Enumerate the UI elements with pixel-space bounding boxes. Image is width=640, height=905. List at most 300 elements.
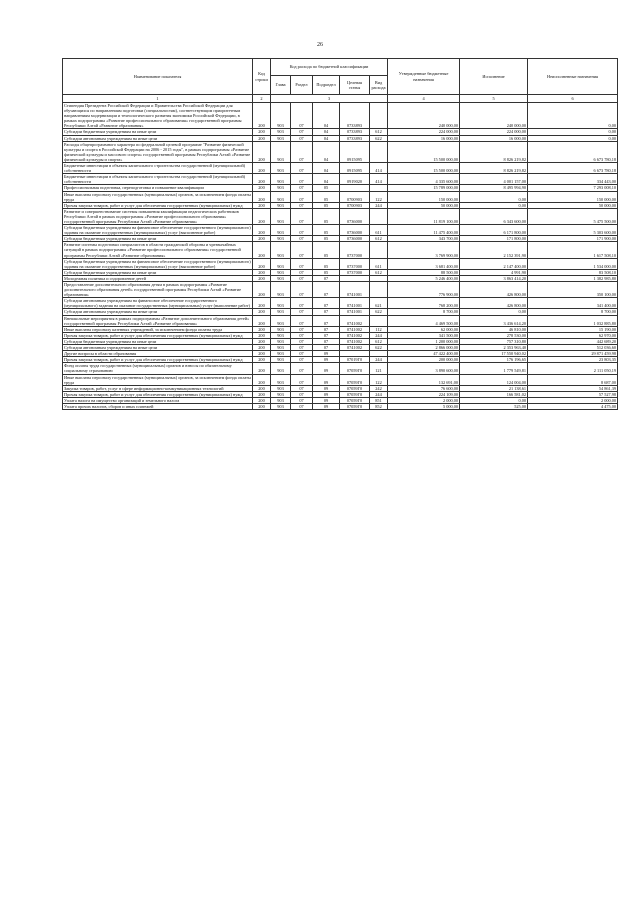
- cell-executed: 525,00: [460, 403, 528, 409]
- cell-glava: 903: [271, 242, 291, 258]
- cell-approved: 15 789 000,00: [388, 185, 460, 191]
- cell-target: 0737000: [340, 269, 370, 275]
- cell-glava: 903: [271, 391, 291, 397]
- cell-vid: 852: [370, 403, 388, 409]
- cell-razdel: 07: [291, 103, 313, 129]
- cell-glava: 903: [271, 345, 291, 351]
- cell-target: 0741001: [340, 282, 370, 298]
- cell-target: 0736000: [340, 236, 370, 242]
- cell-vid: [370, 315, 388, 326]
- cell-vid: 122: [370, 191, 388, 202]
- cell-target: 0741002: [340, 345, 370, 351]
- cell-razdel: 07: [291, 397, 313, 403]
- cell-executed: 6 343 600,00: [460, 208, 528, 224]
- cell-glava: 903: [271, 275, 291, 281]
- cell-approved: 3 890 600,00: [388, 363, 460, 374]
- cell-executed: 0,00: [460, 202, 528, 208]
- cell-name: Субсидии бюджетным учреждениям на иные цели: [63, 236, 253, 242]
- cell-podrazdel: 07: [313, 345, 340, 351]
- cell-podrazdel: 05: [313, 242, 340, 258]
- cell-glava: 903: [271, 338, 291, 344]
- cell-unexecuted: 57 527,98: [528, 391, 618, 397]
- cell-approved: 768 200,00: [388, 298, 460, 309]
- cell-podrazdel: 04: [313, 103, 340, 129]
- cell-name: Профессиональная подготовка, переподготовка и повышение квалификации: [63, 185, 253, 191]
- cell-approved: 15 500 000,00: [388, 163, 460, 174]
- cell-unexecuted: 62 970,00: [528, 332, 618, 338]
- cell-razdel: 07: [291, 242, 313, 258]
- cell-vid: [370, 141, 388, 162]
- cell-vid: 414: [370, 163, 388, 174]
- cell-code: 200: [253, 185, 271, 191]
- cell-code: 200: [253, 391, 271, 397]
- cell-code: 200: [253, 298, 271, 309]
- cell-glava: 903: [271, 225, 291, 236]
- cell-approved: 5 246 400,00: [388, 275, 460, 281]
- cell-code: 200: [253, 191, 271, 202]
- cell-name: Субсидии автономным учреждениям на иные цели: [63, 309, 253, 315]
- cell-target: 0741002: [340, 338, 370, 344]
- cell-code: 200: [253, 242, 271, 258]
- cell-name: Субсидии автономным учреждениям на финансовое обеспечение государственного (муниципального) задания на оказание государственных (муниципальных) услуг (выполнение работ): [63, 298, 253, 309]
- header-unexecuted: Неисполненные назначения: [528, 59, 618, 95]
- cell-vid: 244: [370, 202, 388, 208]
- cell-code: 200: [253, 403, 271, 409]
- cell-vid: [370, 242, 388, 258]
- cell-target: 07059Г0: [340, 397, 370, 403]
- cell-razdel: 07: [291, 332, 313, 338]
- table-row: [63, 163, 618, 174]
- header-approved: Утвержденные бюджетные назначения: [388, 59, 460, 95]
- cell-unexecuted: 7 293 008,10: [528, 185, 618, 191]
- cell-vid: 851: [370, 397, 388, 403]
- table-row: [63, 141, 618, 162]
- cell-unexecuted: 29 871 459,98: [528, 351, 618, 357]
- cell-unexecuted: 54 861,39: [528, 385, 618, 391]
- cell-name: Субсидии автономным учреждениям на иные цели: [63, 345, 253, 351]
- cell-name: Развитие и совершенствование системы повышения квалификации педагогических работников Республики Алтай в рамках подпрограммы «Развитие профессионального образования» государственной программы Республики Алтай «Развитие образования»: [63, 208, 253, 224]
- cell-vid: 611: [370, 258, 388, 269]
- cell-approved: 88 500,00: [388, 269, 460, 275]
- cell-target: 0915095: [340, 163, 370, 174]
- cell-target: 0737000: [340, 242, 370, 258]
- cell-executed: 4 991,90: [460, 269, 528, 275]
- cell-code: 200: [253, 202, 271, 208]
- cell-code: 200: [253, 103, 271, 129]
- cell-podrazdel: 07: [313, 275, 340, 281]
- cell-target: 0741001: [340, 309, 370, 315]
- cell-vid: [370, 208, 388, 224]
- cell-name: Субсидии бюджетным учреждениям на иные цели: [63, 338, 253, 344]
- cell-target: 0737000: [340, 258, 370, 269]
- cell-executed: 46 810,00: [460, 326, 528, 332]
- cell-podrazdel: 09: [313, 357, 340, 363]
- cell-approved: 4 469 500,00: [388, 315, 460, 326]
- table-row: [63, 258, 618, 269]
- cell-glava: 903: [271, 269, 291, 275]
- cell-razdel: 07: [291, 135, 313, 141]
- cell-executed: 426 800,00: [460, 282, 528, 298]
- cell-executed: 240 000,00: [460, 103, 528, 129]
- cell-executed: 8 826 219,82: [460, 163, 528, 174]
- cell-code: 200: [253, 208, 271, 224]
- header-glava: Глава: [271, 76, 291, 95]
- cell-podrazdel: 05: [313, 208, 340, 224]
- cell-unexecuted: 1 382 985,80: [528, 275, 618, 281]
- cell-razdel: 07: [291, 191, 313, 202]
- cell-name: Внешкольные мероприятия в рамках подпрограммы «Развитие дополнительного образования детей» государственной программы Республики Алтай «Развитие образования»: [63, 315, 253, 326]
- cell-code: 200: [253, 129, 271, 135]
- cell-unexecuted: 23 803,35: [528, 357, 618, 363]
- cell-razdel: 07: [291, 129, 313, 135]
- cell-vid: 621: [370, 298, 388, 309]
- cell-podrazdel: 05: [313, 258, 340, 269]
- cell-executed: 21 138,61: [460, 385, 528, 391]
- header-code: Код строки: [253, 59, 271, 95]
- cell-code: 200: [253, 135, 271, 141]
- cell-glava: 903: [271, 185, 291, 191]
- cell-unexecuted: 1 534 000,00: [528, 258, 618, 269]
- cell-target: 0741001: [340, 298, 370, 309]
- cell-executed: 2 147 400,00: [460, 258, 528, 269]
- table-row: [63, 403, 618, 409]
- cell-unexecuted: 2 111 050,19: [528, 363, 618, 374]
- cell-podrazdel: 09: [313, 403, 340, 409]
- cell-name: Уплата прочих налогов, сборов и иных платежей: [63, 403, 253, 409]
- cell-executed: 17 550 940,02: [460, 351, 528, 357]
- cell-executed: 2 152 391,90: [460, 242, 528, 258]
- cell-unexecuted: 2 000,00: [528, 397, 618, 403]
- cell-approved: 341 500,00: [388, 332, 460, 338]
- cell-podrazdel: 05: [313, 269, 340, 275]
- cell-glava: 903: [271, 332, 291, 338]
- cell-unexecuted: 4 475,00: [528, 403, 618, 409]
- cell-vid: 244: [370, 332, 388, 338]
- cell-approved: 11 819 100,00: [388, 208, 460, 224]
- cell-target: 0741002: [340, 315, 370, 326]
- cell-podrazdel: 04: [313, 135, 340, 141]
- cell-razdel: 07: [291, 141, 313, 162]
- cell-razdel: 07: [291, 338, 313, 344]
- cell-razdel: 07: [291, 374, 313, 385]
- cell-glava: 903: [271, 135, 291, 141]
- cell-target: 0700903: [340, 202, 370, 208]
- cell-vid: 622: [370, 309, 388, 315]
- table-row: [63, 315, 618, 326]
- cell-podrazdel: 07: [313, 326, 340, 332]
- cell-code: 200: [253, 174, 271, 185]
- cell-razdel: 07: [291, 345, 313, 351]
- cell-unexecuted: 512 036,60: [528, 345, 618, 351]
- cell-name: Субсидии автономным учреждениям на иные цели: [63, 135, 253, 141]
- cell-glava: 903: [271, 163, 291, 174]
- cell-executed: 3 863 414,20: [460, 275, 528, 281]
- cell-executed: 426 800,00: [460, 298, 528, 309]
- cell-name: Субсидии бюджетным учреждениям на финансовое обеспечение государственного (муниципального) задания на оказание государственных (муниципальных) услуг (выполнение работ): [64, 258, 251, 269]
- cell-vid: 121: [370, 363, 388, 374]
- cell-podrazdel: 09: [313, 391, 340, 397]
- cell-code: 200: [253, 363, 271, 374]
- cell-glava: 903: [271, 208, 291, 224]
- cell-executed: 1 779 549,81: [460, 363, 528, 374]
- cell-target: 0736000: [340, 208, 370, 224]
- cell-unexecuted: 0,00: [528, 103, 618, 129]
- cell-unexecuted: 341 400,00: [528, 298, 618, 309]
- cell-podrazdel: 05: [313, 236, 340, 242]
- cell-approved: 200 000,00: [388, 357, 460, 363]
- cell-unexecuted: 6 673 780,18: [528, 163, 618, 174]
- header-executed: Исполнение: [460, 59, 528, 95]
- cell-podrazdel: 04: [313, 174, 340, 185]
- table-row: [63, 298, 618, 309]
- cell-code: 200: [253, 282, 271, 298]
- cell-executed: 176 196,65: [460, 357, 528, 363]
- cell-executed: 224 000,00: [460, 129, 528, 135]
- header-name: Наименование показателя: [63, 59, 253, 95]
- cell-approved: 3 769 900,00: [388, 242, 460, 258]
- table-row: [63, 191, 618, 202]
- cell-glava: 903: [271, 141, 291, 162]
- cell-podrazdel: 09: [313, 374, 340, 385]
- cell-name: Стипендия Президента Российской Федерации и Правительства Российской Федерации для обучающихся по направлениям подготовки (специальностям), соответствующим приоритетным направлениям модернизации и технологического развития экономики Российской Федерации, в рамках подпрограммы «Развитие профессионального образования» государственной программы Республики Алтай «Развитие образования»: [63, 103, 253, 129]
- cell-glava: 903: [271, 202, 291, 208]
- cell-razdel: 07: [291, 351, 313, 357]
- cell-razdel: 07: [291, 163, 313, 174]
- cell-approved: 62 000,00: [388, 326, 460, 332]
- cell-podrazdel: 07: [313, 332, 340, 338]
- cell-name: Развитие системы подготовки специалистов в области гражданской обороны и чрезвычайных ситуаций в рамках подпрограммы «Развитие профессионального образования» государственной программы Республики Алтай «Развитие образования»: [63, 242, 253, 258]
- cell-unexecuted: 15 190,00: [528, 326, 618, 332]
- cell-unexecuted: 1 617 508,10: [528, 242, 618, 258]
- cell-name: Другие вопросы в области образования: [63, 351, 253, 357]
- cell-podrazdel: 07: [313, 298, 340, 309]
- cell-executed: 4 001 157,00: [460, 174, 528, 185]
- column-number: 4: [388, 95, 460, 103]
- cell-executed: 3 436 614,20: [460, 315, 528, 326]
- cell-code: 200: [253, 385, 271, 391]
- cell-glava: 903: [271, 174, 291, 185]
- cell-glava: 903: [271, 282, 291, 298]
- cell-approved: 240 000,00: [388, 103, 460, 129]
- cell-approved: 15 500 000,00: [388, 141, 460, 162]
- cell-glava: 903: [271, 326, 291, 332]
- cell-razdel: 07: [291, 236, 313, 242]
- cell-glava: 903: [271, 191, 291, 202]
- cell-name: Иные выплаты персоналу государственных (муниципальных) органов, за исключением фонда оплаты труда: [64, 374, 251, 385]
- cell-approved: 776 900,00: [388, 282, 460, 298]
- cell-vid: 612: [370, 236, 388, 242]
- cell-name: Субсидии бюджетным учреждениям на финансовое обеспечение государственного (муниципального) задания на оказание государственных (муниципальных) услуг (выполнение работ): [64, 225, 251, 236]
- cell-target: 07059Г0: [340, 385, 370, 391]
- cell-code: 200: [253, 269, 271, 275]
- cell-unexecuted: 150 000,00: [528, 191, 618, 202]
- cell-vid: 612: [370, 129, 388, 135]
- cell-code: 200: [253, 332, 271, 338]
- cell-executed: 0,00: [460, 191, 528, 202]
- cell-vid: 242: [370, 385, 388, 391]
- cell-executed: 2 353 963,40: [460, 345, 528, 351]
- table-row: [63, 208, 618, 224]
- cell-razdel: 07: [291, 269, 313, 275]
- cell-executed: 8 495 994,90: [460, 185, 528, 191]
- cell-unexecuted: 0,00: [528, 135, 618, 141]
- cell-razdel: 07: [291, 315, 313, 326]
- cell-vid: 612: [370, 269, 388, 275]
- cell-approved: 47 422 400,00: [388, 351, 460, 357]
- cell-approved: 150 000,00: [388, 191, 460, 202]
- cell-code: 200: [253, 236, 271, 242]
- cell-vid: [370, 282, 388, 298]
- header-classification: Код расхода по бюджетной классификации: [271, 59, 388, 76]
- cell-podrazdel: 09: [313, 351, 340, 357]
- cell-code: 200: [253, 357, 271, 363]
- cell-podrazdel: 05: [313, 202, 340, 208]
- cell-name: Субсидии бюджетным учреждениям на иные цели: [63, 129, 253, 135]
- cell-razdel: 07: [291, 258, 313, 269]
- cell-razdel: 07: [291, 391, 313, 397]
- cell-approved: 5 000,00: [388, 403, 460, 409]
- cell-target: 07059Г0: [340, 403, 370, 409]
- cell-executed: 0,00: [460, 397, 528, 403]
- header-podrazdel: Подраздел: [313, 76, 340, 95]
- header-target: Целевая статья: [340, 76, 370, 95]
- cell-podrazdel: 09: [313, 397, 340, 403]
- cell-glava: 903: [271, 309, 291, 315]
- cell-approved: 11 475 400,00: [388, 225, 460, 236]
- cell-name: Прочая закупка товаров, работ и услуг для обеспечения государственных (муниципальных) нужд: [63, 202, 253, 208]
- cell-vid: [370, 103, 388, 129]
- cell-razdel: 07: [291, 282, 313, 298]
- cell-executed: 166 581,02: [460, 391, 528, 397]
- cell-code: 200: [253, 345, 271, 351]
- cell-glava: 903: [271, 397, 291, 403]
- cell-unexecuted: 1 032 885,80: [528, 315, 618, 326]
- cell-approved: 1 200 000,00: [388, 338, 460, 344]
- cell-podrazdel: 05: [313, 191, 340, 202]
- cell-podrazdel: 04: [313, 141, 340, 162]
- cell-target: 0915095: [340, 141, 370, 162]
- cell-code: 200: [253, 326, 271, 332]
- cell-executed: 124 004,00: [460, 374, 528, 385]
- cell-glava: 903: [271, 258, 291, 269]
- table-row: [63, 242, 618, 258]
- cell-unexecuted: 6 673 780,18: [528, 141, 618, 162]
- cell-target: 07059Г0: [340, 374, 370, 385]
- cell-name: Фонд оплаты труда государственных (муниципальных) органов и взносы по обязательному социальному страхованию: [63, 363, 253, 374]
- cell-vid: 612: [370, 338, 388, 344]
- cell-podrazdel: 07: [313, 309, 340, 315]
- cell-razdel: 07: [291, 298, 313, 309]
- cell-approved: 132 691,00: [388, 374, 460, 385]
- cell-vid: 414: [370, 174, 388, 185]
- cell-podrazdel: 09: [313, 385, 340, 391]
- cell-podrazdel: 07: [313, 282, 340, 298]
- cell-vid: 244: [370, 357, 388, 363]
- cell-name: Закупка товаров, работ, услуг в сфере информационно-коммуникационных технологий: [63, 385, 253, 391]
- cell-podrazdel: 07: [313, 338, 340, 344]
- table-row: [63, 103, 618, 129]
- cell-glava: 903: [271, 363, 291, 374]
- header-vid: Вид расхода: [370, 76, 388, 95]
- cell-glava: 903: [271, 298, 291, 309]
- cell-code: 200: [253, 258, 271, 269]
- cell-code: 200: [253, 351, 271, 357]
- cell-executed: 278 530,00: [460, 332, 528, 338]
- cell-glava: 903: [271, 403, 291, 409]
- cell-razdel: 07: [291, 202, 313, 208]
- table-body: [63, 103, 618, 410]
- table-row: [63, 174, 618, 185]
- cell-vid: 244: [370, 391, 388, 397]
- cell-code: 200: [253, 163, 271, 174]
- cell-target: 0733893: [340, 129, 370, 135]
- column-number: 6: [528, 95, 618, 103]
- cell-approved: 3 681 400,00: [388, 258, 460, 269]
- cell-approved: 76 600,00: [388, 385, 460, 391]
- cell-approved: 4 335 600,00: [388, 174, 460, 185]
- cell-razdel: 07: [291, 225, 313, 236]
- cell-razdel: 07: [291, 326, 313, 332]
- table-row: [63, 363, 618, 374]
- cell-podrazdel: 07: [313, 315, 340, 326]
- column-number: 5: [460, 95, 528, 103]
- cell-vid: 622: [370, 135, 388, 141]
- cell-glava: 903: [271, 236, 291, 242]
- cell-vid: 622: [370, 345, 388, 351]
- column-number: 3: [271, 95, 388, 103]
- cell-unexecuted: 350 100,00: [528, 282, 618, 298]
- cell-name: Прочая закупка товаров, работ и услуг для обеспечения государственных (муниципальных) нужд: [63, 357, 253, 363]
- cell-approved: 224 109,00: [388, 391, 460, 397]
- cell-target: 07059Г0: [340, 363, 370, 374]
- cell-unexecuted: 442 689,20: [528, 338, 618, 344]
- cell-executed: 0,00: [460, 309, 528, 315]
- header-razdel: Раздел: [291, 76, 313, 95]
- cell-target: 0741002: [340, 332, 370, 338]
- cell-name: Иные выплаты персоналу казенных учреждений, за исключением фонда оплаты труда: [63, 326, 253, 332]
- cell-name: Прочая закупка товаров, работ и услуг для обеспечения государственных (муниципальных) нужд: [63, 332, 253, 338]
- cell-code: 200: [253, 309, 271, 315]
- cell-name: Иные выплаты персоналу государственных (муниципальных) органов, за исключением фонда оплаты труда: [64, 191, 251, 202]
- cell-unexecuted: 5 475 500,00: [528, 208, 618, 224]
- cell-executed: 16 000,00: [460, 135, 528, 141]
- cell-glava: 903: [271, 315, 291, 326]
- cell-glava: 903: [271, 351, 291, 357]
- cell-approved: 2 000,00: [388, 397, 460, 403]
- cell-name: Расходы общепрограммного характера по федеральной целевой программе "Развитие физической культуры и спорта в Российской Федерации на 2006 - 2015 годы", в рамках подпрограммы «Развитие физической культуры и массового спорта» государственной программы Республики Алтай «Развитие физической культуры и спорта»: [63, 141, 253, 162]
- cell-razdel: 07: [291, 403, 313, 409]
- cell-glava: 903: [271, 374, 291, 385]
- cell-glava: 903: [271, 103, 291, 129]
- cell-name: Бюджетные инвестиции в объекты капитального строительства государственной (муниципальной) собственности: [63, 163, 253, 174]
- cell-razdel: 07: [291, 275, 313, 281]
- cell-name: Уплата налога на имущество организаций и земельного налога: [63, 397, 253, 403]
- cell-approved: 2 866 000,00: [388, 345, 460, 351]
- cell-name: Бюджетные инвестиции в объекты капитального строительства государственной (муниципальной) собственности: [63, 174, 253, 185]
- column-number: 2: [253, 95, 271, 103]
- cell-unexecuted: 8 687,00: [528, 374, 618, 385]
- cell-target: 0741002: [340, 326, 370, 332]
- column-number: 1: [63, 95, 253, 103]
- cell-code: 200: [253, 141, 271, 162]
- cell-approved: 224 000,00: [388, 129, 460, 135]
- cell-executed: 171 800,00: [460, 236, 528, 242]
- cell-glava: 903: [271, 357, 291, 363]
- table-row: [63, 282, 618, 298]
- cell-code: 200: [253, 338, 271, 344]
- table-row: [63, 374, 618, 385]
- cell-code: 200: [253, 374, 271, 385]
